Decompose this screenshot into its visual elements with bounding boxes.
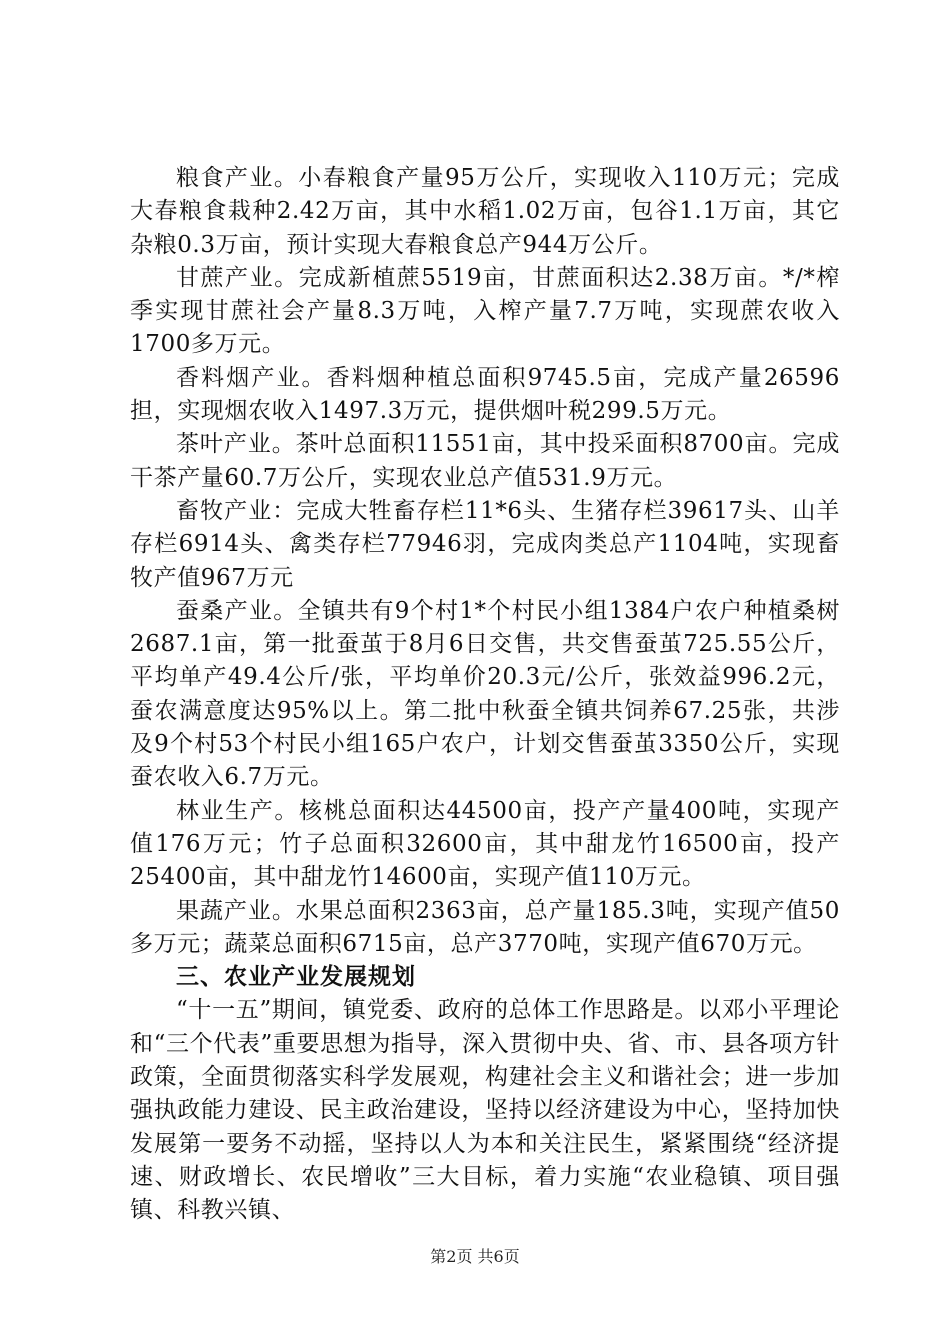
paragraph-tea-industry: 茶叶产业。茶叶总面积11551亩，其中投采面积8700亩。完成干茶产量60.7万公斤，实现农业总产值531.9万元。	[130, 431, 840, 491]
document-body	[130, 162, 840, 1228]
paragraph-tobacco-industry: 香料烟产业。香料烟种植总面积9745.5亩，完成产量26596担，实现烟农收入1497.3万元，提供烟叶税299.5万元。	[130, 364, 840, 425]
paragraph-livestock-industry: 畜牧产业：完成大牲畜存栏11*6头、生猪存栏39617头、山羊存栏6914头、禽类存栏77946羽，完成肉类总产1104吨，实现畜牧产值967万元	[130, 497, 840, 591]
paragraph-grain-industry: 粮食产业。小春粮食产量95万公斤，实现收入110万元；完成大春粮食栽种2.42万亩，其中水稻1.02万亩，包谷1.1万亩，其它杂粮0.3万亩，预计实现大春粮食总产944万公斤。	[130, 165, 840, 258]
paragraph-fruit-vegetable-industry: 果蔬产业。水果总面积2363亩，总产量185.3吨，实现产值50多万元；蔬菜总面积6715亩，总产3770吨，实现产值670万元。	[130, 897, 840, 957]
section-heading: 三、农业产业发展规划	[176, 964, 416, 991]
paragraph-forestry: 林业生产。核桃总面积达44500亩，投产产量400吨，实现产值176万元；竹子总面积32600亩，其中甜龙竹16500亩，投产25400亩，其中甜龙竹14600亩，实现产值110万元。	[130, 797, 840, 891]
page-number-footer: 第2页 共6页	[430, 1247, 520, 1266]
paragraph-sericulture-industry: 蚕桑产业。全镇共有9个村1*个村民小组1384户农户种植桑树2687.1亩，第一批蚕茧于8月6日交售，共交售蚕茧725.55公斤，平均单产49.4公斤/张，平均单价20.3元/公斤，张效益996.2元，蚕农满意度达95%以上。第二批中秋蚕全镇共饲养67.25张，共涉及9个村53个村民小组165户农户，计划交售蚕茧3350公斤，实现蚕农收入6.7万元。	[130, 597, 840, 791]
paragraph-sugarcane-industry: 甘蔗产业。完成新植蔗5519亩，甘蔗面积达2.38万亩。*/*榨季实现甘蔗社会产量8.3万吨，入榨产量7.7万吨，实现蔗农收入1700多万元。	[130, 264, 840, 358]
paragraph-development-plan: “十一五”期间，镇党委、政府的总体工作思路是。以邓小平理论和“三个代表”重要思想为指导，深入贯彻中央、省、市、县各项方针政策，全面贯彻落实科学发展观，构建社会主义和谐社会；进一步加强执政能力建设、民主政治建设，坚持以经济建设为中心，坚持加快发展第一要务不动摇，坚持以人为本和关注民生，紧紧围绕“经济提速、财政增长、农民增收”三大目标，着力实施“农业稳镇、项目强镇、科教兴镇、	[130, 997, 840, 1224]
